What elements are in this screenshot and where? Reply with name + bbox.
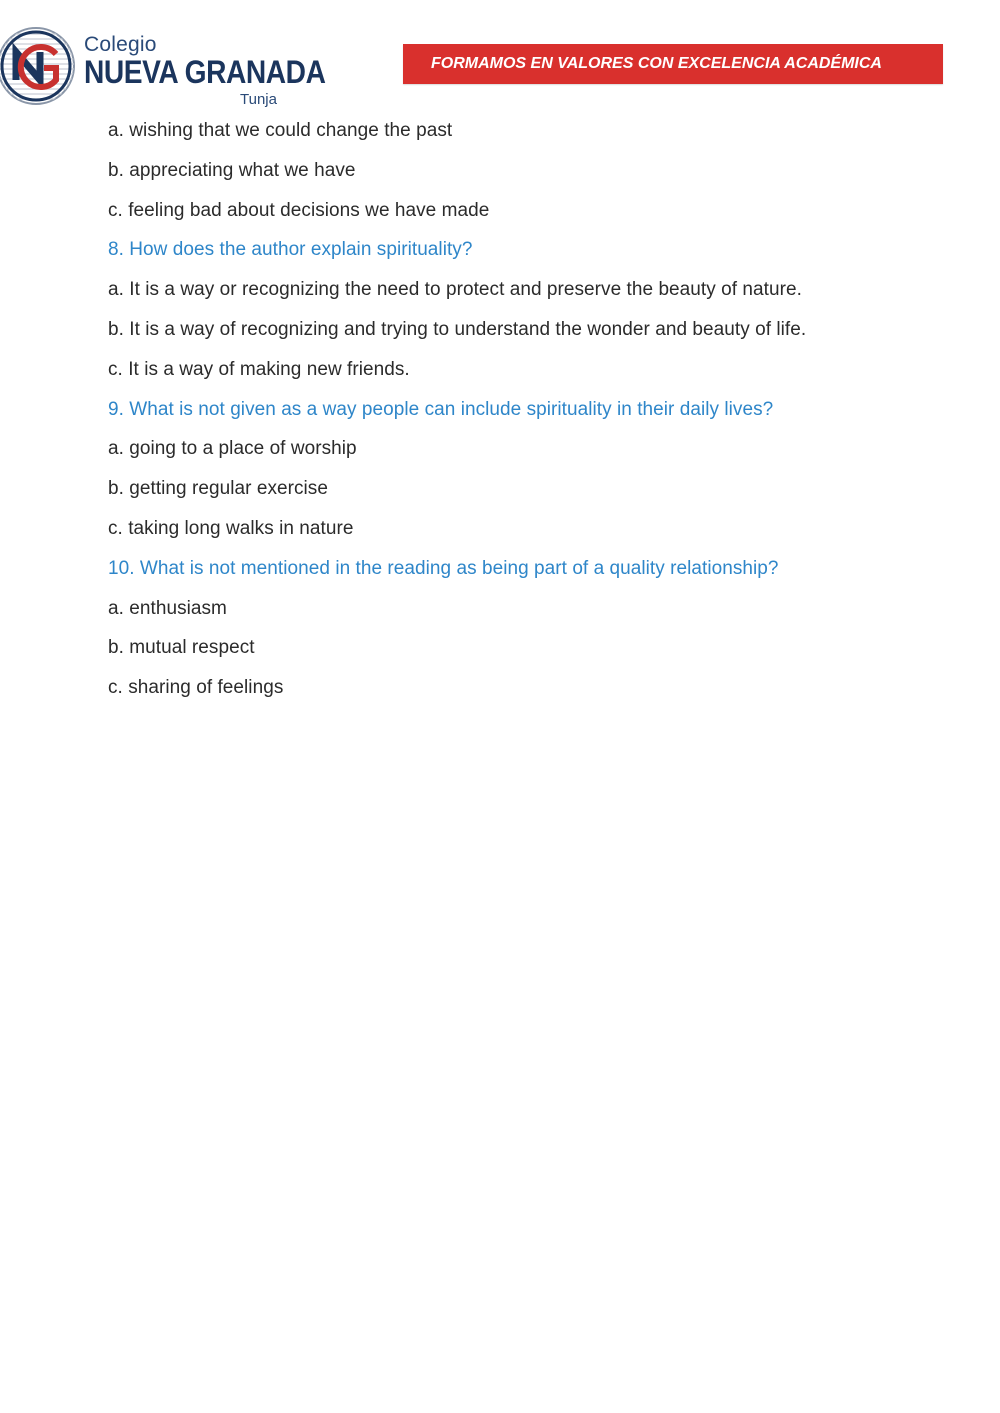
school-logo-icon xyxy=(0,22,78,110)
answer-option: c. sharing of feelings xyxy=(108,677,284,699)
quiz-content xyxy=(108,118,968,715)
school-logo-text xyxy=(84,33,358,108)
question-10: 10. What is not mentioned in the reading as being part of a quality relationship? xyxy=(108,557,779,579)
logo-school-name: NUEVA GRANADA xyxy=(84,54,326,90)
answer-option: b. mutual respect xyxy=(108,637,255,659)
answer-option: b. getting regular exercise xyxy=(108,478,328,500)
answer-option: b. It is a way of recognizing and trying to understand the wonder and beauty of life. xyxy=(108,318,807,340)
page-header xyxy=(0,0,1000,115)
question-9: 9. What is not given as a way people can include spirituality in their daily lives? xyxy=(108,398,774,420)
answer-option: a. It is a way or recognizing the need to protect and preserve the beauty of nature. xyxy=(108,279,802,301)
answer-option: c. feeling bad about decisions we have made xyxy=(108,199,490,221)
answer-option: b. appreciating what we have xyxy=(108,159,356,181)
answer-option: a. going to a place of worship xyxy=(108,438,357,460)
logo-city: Tunja xyxy=(240,91,277,108)
answer-option: c. It is a way of making new friends. xyxy=(108,358,410,380)
motto-banner: FORMAMOS EN VALORES CON EXCELENCIA ACADÉMICA xyxy=(403,44,943,84)
answer-option: a. enthusiasm xyxy=(108,597,227,619)
answer-option: c. taking long walks in nature xyxy=(108,517,354,539)
answer-option: a. wishing that we could change the past xyxy=(108,120,453,141)
question-8: 8. How does the author explain spirituality? xyxy=(108,239,473,261)
logo-colegio: Colegio xyxy=(84,33,157,56)
